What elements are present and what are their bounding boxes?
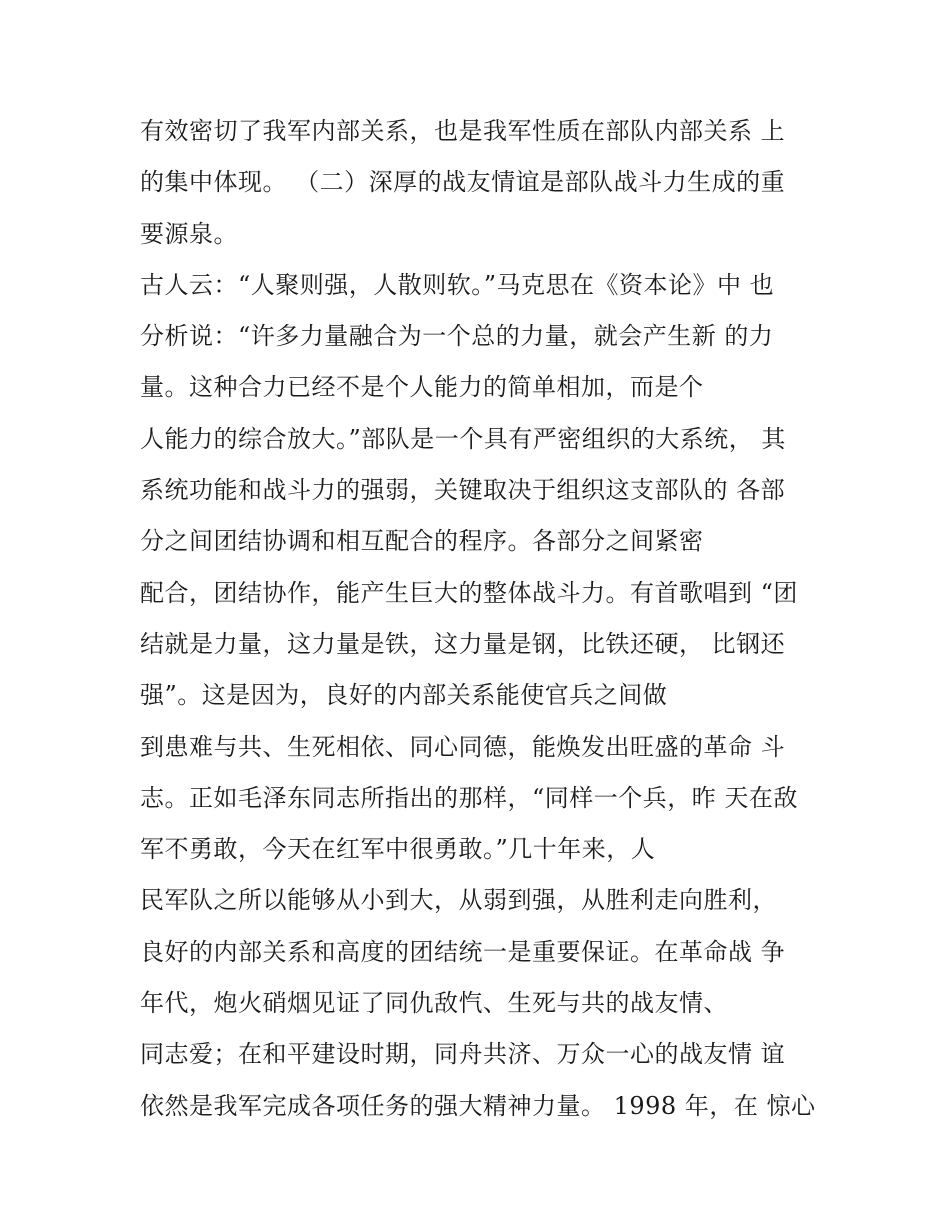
text-line: 军不勇敢，今天在红军中很勇敢。”几十年来，人 <box>140 835 656 864</box>
text-line: 量。这种合力已经不是个人能力的简单相加，而是个 <box>140 373 704 402</box>
text-line: 分之间团结协调和相互配合的程序。各部分之间紧密 <box>140 527 704 556</box>
text-line: 结就是力量，这力量是铁，这力量是钢，比铁还硬， 比钢还 <box>140 629 786 658</box>
text-line: 配合，团结协作，能产生巨大的整体战斗力。有首歌唱到 “团 <box>140 578 798 607</box>
text-line: 依然是我军完成各项任务的强大精神力量。 1998 年，在 惊心 <box>140 1091 816 1120</box>
text-line: 强”。这是因为，良好的内部关系能使官兵之间做 <box>140 681 668 710</box>
text-line: 分析说：“许多力量融合为一个总的力量，就会产生新 的力 <box>140 322 774 351</box>
text-line: 到患难与共、生死相依、同心同德，能焕发出旺盛的革命 斗 <box>140 732 786 761</box>
text-line: 民军队之所以能够从小到大，从弱到强，从胜利走向胜利， <box>140 886 777 915</box>
text-line: 有效密切了我军内部关系，也是我军性质在部队内部关系 上 <box>140 117 786 145</box>
text-line: 系统功能和战斗力的强弱，关键取决于组织这支部队的 各部 <box>140 476 786 505</box>
text-line: 良好的内部关系和高度的团结统一是重要保证。在革命战 争 <box>140 937 786 966</box>
text-line: 的集中体现。 （二）深厚的战友情谊是部队战斗力生成的重 <box>140 168 786 197</box>
text-line: 人能力的综合放大。”部队是一个具有严密组织的大系统， 其 <box>140 424 786 453</box>
body-text <box>140 106 820 1132</box>
text-line: 志。正如毛泽东同志所指出的那样，“同样一个兵，昨 天在敌 <box>140 783 798 812</box>
text-line: 古人云：“人聚则强，人散则软。”马克思在《资本论》中 也 <box>140 270 775 299</box>
text-line: 年代，炮火硝烟见证了同仇敌忾、生死与共的战友情、 <box>140 989 728 1018</box>
text-line: 同志爱；在和平建设时期，同舟共济、万众一心的战友情 谊 <box>140 1040 786 1069</box>
text-line: 要源泉。 <box>140 219 238 248</box>
